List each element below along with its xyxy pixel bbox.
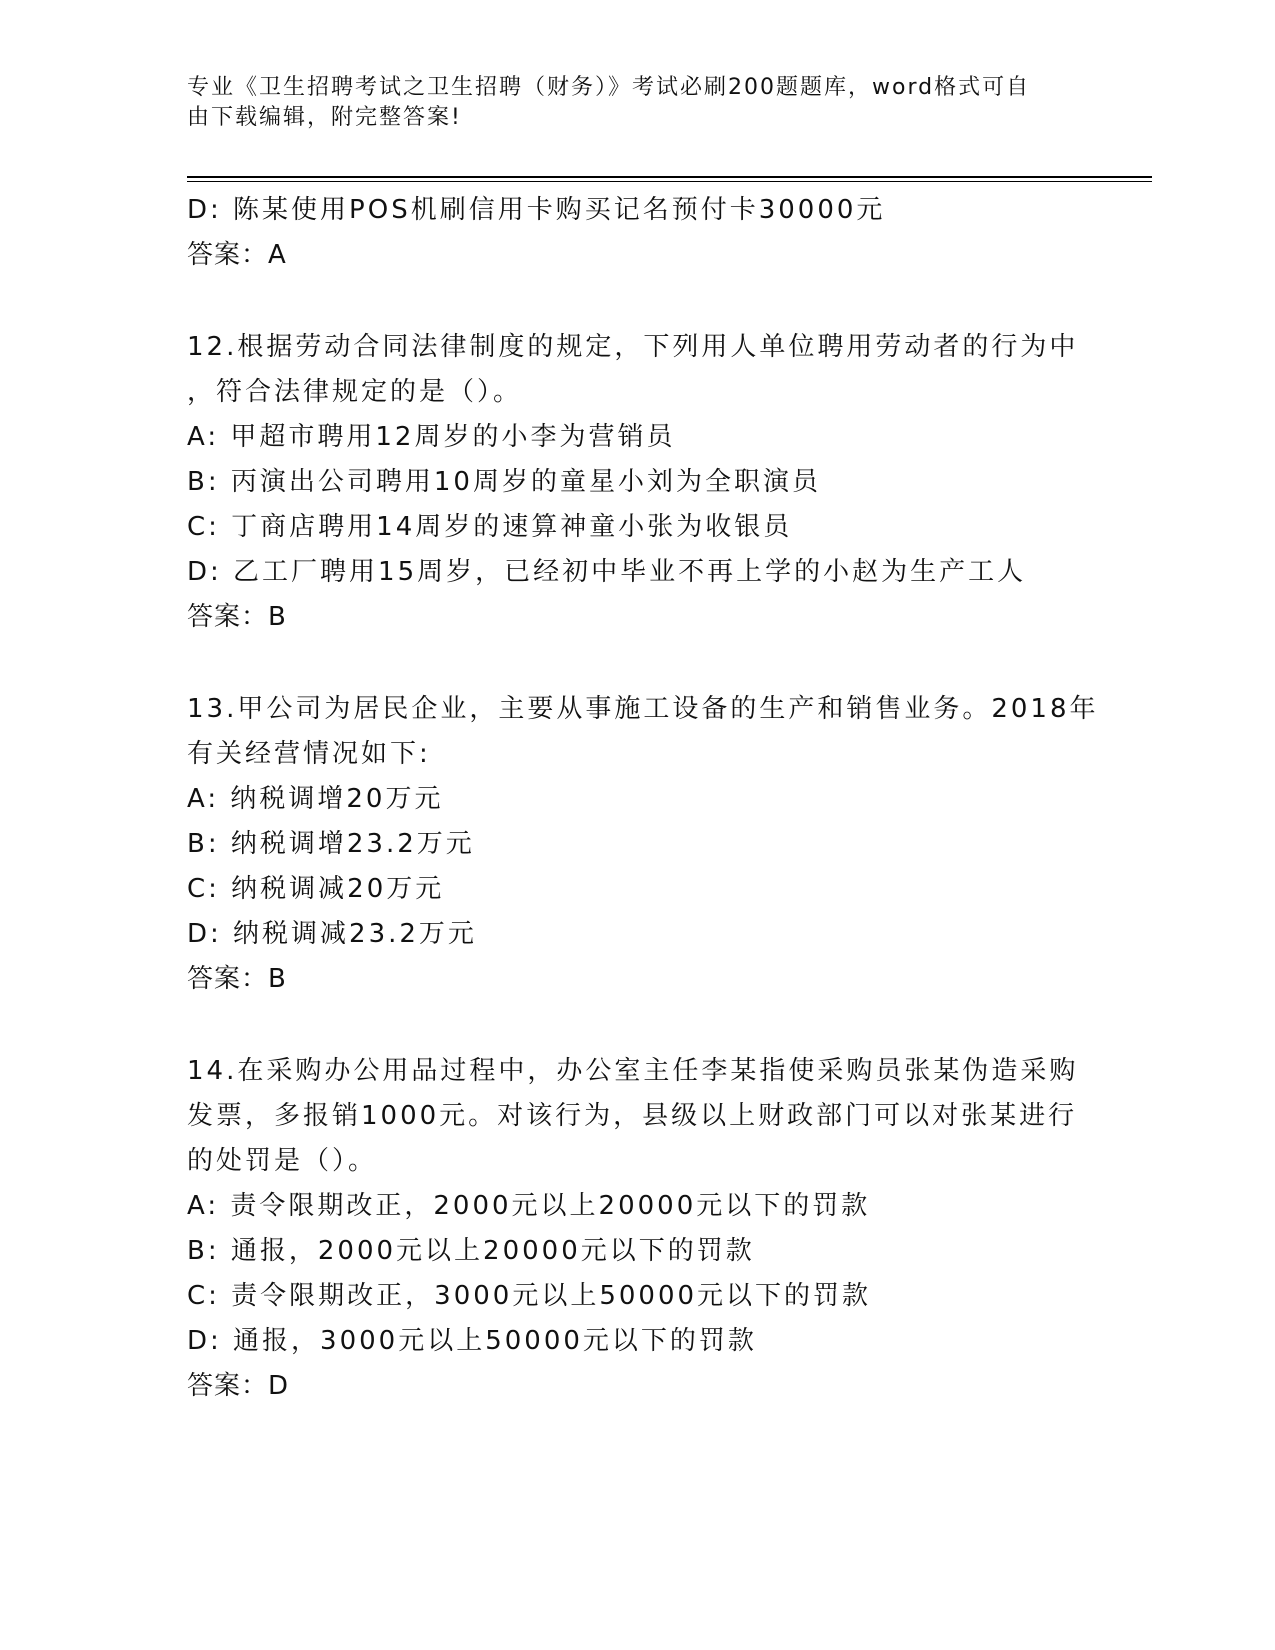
option-d: D: 乙工厂聘用15周岁，已经初中毕业不再上学的小赵为生产工人 xyxy=(187,557,1027,587)
question-stem-line: 发票，多报销1000元。对该行为，县级以上财政部门可以对张某进行 xyxy=(187,1101,1078,1131)
answer-line: 答案：B xyxy=(187,964,287,994)
header-divider-thin xyxy=(187,181,1152,182)
spacer xyxy=(187,278,1087,325)
previous-question-tail xyxy=(187,188,1087,278)
question-stem-line: 13.甲公司为居民企业，主要从事施工设备的生产和销售业务。2018年 xyxy=(187,694,1099,724)
answer-line: 答案：B xyxy=(187,602,287,632)
option-d: D: 通报，3000元以上50000元以下的罚款 xyxy=(187,1326,757,1356)
answer-line: 答案：D xyxy=(187,1371,290,1401)
option-a: A: 纳税调增20万元 xyxy=(187,784,444,814)
option-c: C: 责令限期改正，3000元以上50000元以下的罚款 xyxy=(187,1281,872,1311)
option-c: C: 丁商店聘用14周岁的速算神童小张为收银员 xyxy=(187,512,793,542)
header-title-line-1: 专业《卫生招聘考试之卫生招聘（财务）》考试必刷200题题库，word格式可自 xyxy=(187,75,1031,100)
option-d: D: 纳税调减23.2万元 xyxy=(187,919,477,949)
spacer xyxy=(187,1002,1087,1049)
question-12 xyxy=(187,325,1087,640)
question-content xyxy=(187,188,1099,1409)
option-b: B: 纳税调增23.2万元 xyxy=(187,829,475,859)
question-stem-line: 14.在采购办公用品过程中，办公室主任李某指使采购员张某伪造采购 xyxy=(187,1056,1079,1086)
question-14 xyxy=(187,1049,1087,1409)
option-b: B: 丙演出公司聘用10周岁的童星小刘为全职演员 xyxy=(187,467,821,497)
header-title-line-2: 由下载编辑，附完整答案! xyxy=(187,105,462,130)
option-c: C: 纳税调减20万元 xyxy=(187,874,445,904)
answer-line: 答案：A xyxy=(187,240,287,270)
question-stem-line: 的处罚是（）。 xyxy=(187,1146,378,1176)
question-stem-line: 12.根据劳动合同法律制度的规定，下列用人单位聘用劳动者的行为中 xyxy=(187,332,1079,362)
spacer xyxy=(187,640,1087,687)
page-header xyxy=(187,73,1067,133)
question-stem-line: ，符合法律规定的是（）。 xyxy=(187,377,523,407)
option-a: A: 责令限期改正，2000元以上20000元以下的罚款 xyxy=(187,1191,871,1221)
header-divider-thick xyxy=(187,176,1152,178)
option-b: B: 通报，2000元以上20000元以下的罚款 xyxy=(187,1236,755,1266)
question-13 xyxy=(187,687,1099,1002)
question-stem-line: 有关经营情况如下: xyxy=(187,739,431,769)
option-d: D: 陈某使用POS机刷信用卡购买记名预付卡30000元 xyxy=(187,195,886,225)
option-a: A: 甲超市聘用12周岁的小李为营销员 xyxy=(187,422,676,452)
